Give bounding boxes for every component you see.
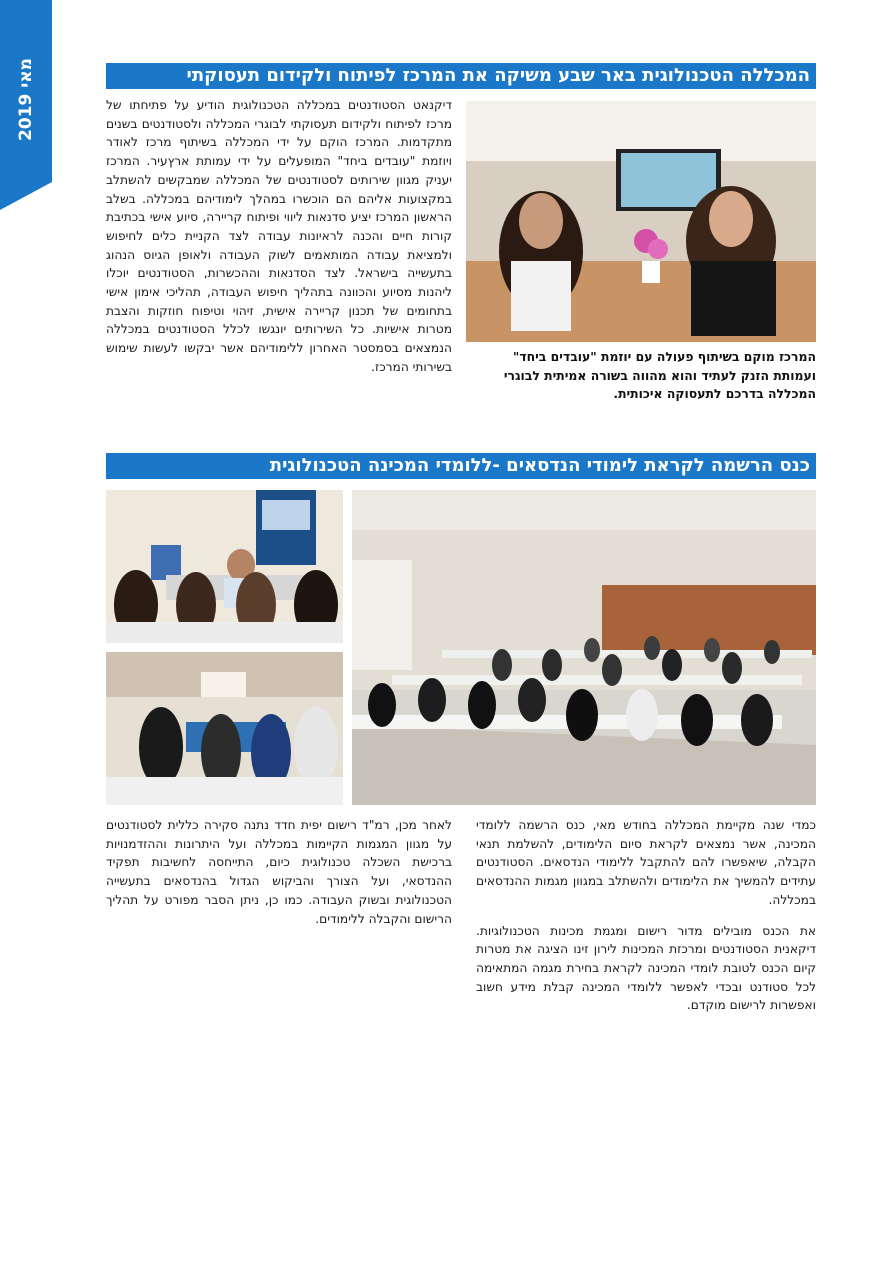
photo-registration-table <box>106 490 343 643</box>
article2-paragraph: לאחר מכן, רמ"ד רישום יפית חדד נתנה סקירה כללית לסטודנטים על מגוון המגמות הקיימות במכללה ועל היתרונות וההזדמנויות ברכישת השכלה טכנולוגית כיום, התייחסה לחשיבות תפקיד ההנדסאי, ועל הצורך והביקוש הגדול בהנדסאים בתעשייה הטכנולוגית ובשוק העבודה. כמו כן, ניתן הסבר מפורט על תהליך הרישום והקבלה ללימודים. <box>106 818 452 926</box>
article2-right-column <box>476 816 816 1026</box>
article2-headline: כנס הרשמה לקראת לימודי הנדסאים -ללומדי המכינה הטכנולוגית <box>106 453 816 479</box>
article2-paragraph: כמדי שנה מקיימת המכללה בחודש מאי, כנס הרשמה ללומדי המכינה, אשר נמצאים לקראת סיום הלימודים, להשלמת תנאי הקבלה, שיאפשרו להם להתקבל ללימודי הנדסאים. הסטודנטים עתידים להמשיך את הלימודים ולהשתלב במגוון מגמות ההנדסאים במכללה. <box>476 818 816 907</box>
article1-body: דיקנאט הסטודנטים במכללה הטכנולוגית הודיע על פתיחתו של מרכז לפיתוח ולקידום תעסוקתי לבוגרי המכללה ולסטודנטים בשנים מתקדמות. המרכז הוקם על ידי המכללה בשיתוף מרכז לאודר ויוזמת "עובדים ביחד" המופעלים על ידי עמותת ארץעיר. המרכז יעניק מגוון שירותים לסטודנטים של המכללה שמבקשים להשתלב במקצועות אליהם הם הוכשרו במהלך לימודיהם במכללה. בשלב הראשון המרכז יציע סדנאות ליווי ופיתוח קריירה, סיוע אישי בכתיבת קורות חיים והכנה לראיונות עבודה לצד הקניית כלים לחיפוש ולמציאת עבודה המותאמים לשוק העבודה ולאופן הגיוס הנהוג בתעשייה בישראל. לצד הסדנאות וההכשרות, הסטודנטים יוכלו ליהנות מסיוע והכוונה בתהליך חיפוש העבודה, תהליכי אימון אישי בתחומים של תכנון קריירה אישית, זיהוי וטיפוח חוזקות והצבת מטרות אישיות. כל השירותים יונגשו לכלל הסטודנטים במכללה הנמצאים בסמסטר האחרון ללימודיהם אשר יבקשו לעשות שימוש בשירותי המרכז. <box>106 98 452 374</box>
photo-two-women-office <box>466 101 816 342</box>
photo-lecture-hall <box>352 490 816 805</box>
article2-left-column <box>106 816 452 956</box>
article1-caption: המרכז מוקם בשיתוף פעולה עם יוזמת "עובדים ביחד" ועמותת הזנק לעתיד והוא מהווה בשורה אמיתית לבוגרי המכללה בדרכם לתעסוקה איכותית. <box>503 349 816 401</box>
month-tab <box>0 0 52 210</box>
article2-paragraph: את הכנס מובילים מדור רישום ומגמת מכינות הטכנולוגיות. דיקאנית הסטודנטים ומרכזת המכינות לירון זינו הציגה את מטרות קיום הכנס לטובת לומדי המכינה לקראת בחירת מגמה המתאימה לכל סטודנט ובכדי לאפשר ללומדי המכינה קבלת מידע חשוב ואפשרות לרישום מוקדם. <box>476 923 816 1013</box>
photo-students-at-tables <box>106 652 343 805</box>
issue-date: מאי 2019 <box>16 58 36 142</box>
article1-headline: המכללה הטכנולוגית באר שבע משיקה את המרכז לפיתוח ולקידום תעסוקתי <box>106 63 816 89</box>
